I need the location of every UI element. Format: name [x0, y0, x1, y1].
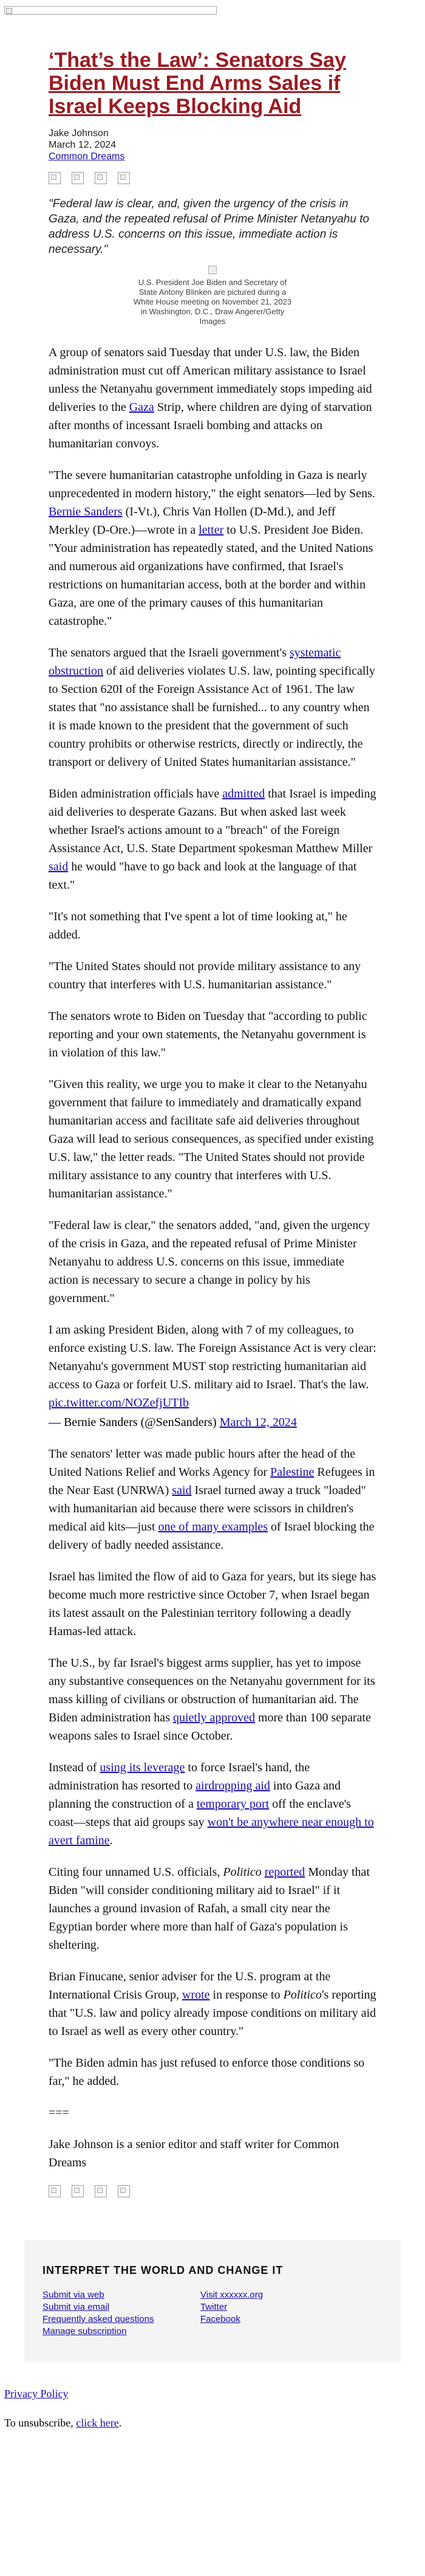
tweet-pic-link[interactable]: pic.twitter.com/NOZefjUTIb	[49, 1396, 189, 1410]
link-admitted[interactable]: admitted	[222, 787, 265, 801]
paragraph-4: Biden administration officials have admitted that Israel is impeding aid deliveries to desperate Gazans. But when asked last week whether Israel's actions amount to a "breach" of the Foreign Assistance Act, U.S. State Department spokesman Matthew Miller said he would "have to go back and look at the language of that text."	[49, 787, 376, 892]
newsletter-footer	[24, 2240, 401, 2362]
print-icon[interactable]	[118, 172, 130, 184]
link-palestine[interactable]: Palestine	[270, 1465, 314, 1479]
image-placeholder-icon	[4, 6, 217, 15]
paragraph-3: The senators argued that the Israeli government's systematic obstruction of aid deliveries violates U.S. law, pointing specifically to Section 620I of the Foreign Assistance Act of 1961. The law states that "no assistance shall be furnished... to any country when it is made known to the president that the government of such country prohibits or otherwise restricts, directly or indirectly, the transport or delivery of United States humanitarian assistance."	[49, 646, 376, 769]
footer-right-links	[200, 2289, 358, 2338]
paragraph-15: Brian Finucane, senior adviser for the U.S. program at the International Crisis Group, wrote in response to Politico's reporting that "U.S. law and policy already impose conditions on military aid to Israel as well as every other country."	[49, 1970, 376, 2038]
link-said[interactable]: said	[49, 860, 69, 873]
privacy-policy-link[interactable]: Privacy Policy	[4, 2388, 69, 2400]
byline	[49, 128, 376, 162]
embedded-tweet	[49, 1321, 376, 1431]
bottom-legal	[0, 2362, 425, 2430]
footer-heading: INTERPRET THE WORLD AND CHANGE IT	[42, 2264, 284, 2276]
link-airdropping-aid[interactable]: airdropping aid	[195, 1779, 270, 1793]
lede-quote: "Federal law is clear, and, given the urgency of the crisis in Gaza, and the repeated refusal of Prime Minister Netanyahu to address U.S. concerns on this issue, immediate action is necessary."	[49, 198, 370, 256]
article-card	[24, 18, 401, 2216]
faq-link[interactable]: Frequently asked questions	[42, 2314, 154, 2324]
link-one-of-many-examples[interactable]: one of many examples	[158, 1520, 268, 1534]
link-temporary-port[interactable]: temporary port	[196, 1797, 270, 1811]
paragraph-5: "It's not something that I've spent a lot of time looking at," he added.	[49, 910, 347, 942]
author-bio: Jake Johnson is a senior editor and staff writer for Common Dreams	[49, 2138, 339, 2169]
paragraph-9: "Federal law is clear," the senators added, "and, given the urgency of the crisis in Gaza, and the repeated refusal of Prime Minister Netanyahu to address U.S. concerns on this issue, immediate action is necessary to secure a change in policy by his government."	[49, 1219, 370, 1305]
facebook-link[interactable]: Facebook	[200, 2314, 240, 2324]
photo-placeholder-icon	[208, 266, 217, 274]
link-avert-famine[interactable]: won't be anywhere near enough to avert famine	[49, 1816, 374, 1847]
link-bernie-sanders[interactable]: Bernie Sanders	[49, 505, 123, 518]
link-using-its-leverage[interactable]: using its leverage	[100, 1761, 185, 1774]
print-icon[interactable]	[118, 2185, 130, 2197]
twitter-link[interactable]: Twitter	[200, 2302, 228, 2312]
paragraph-8: "Given this reality, we urge you to make it clear to the Netanyahu government that failure to immediately and dramatically expand humanitarian access and facilitate safe aid deliveries throughout Gaza will lead to serious consequences, as specified under existing U.S. law," the letter reads. "The United States should not provide military assistance to any country that interferes with U.S. humanitarian assistance."	[49, 1078, 374, 1200]
paragraph-6: "The United States should not provide military assistance to any country that interferes with U.S. humanitarian assistance."	[49, 960, 361, 991]
paragraph-7: The senators wrote to Biden on Tuesday that "according to public reporting and your own statements, the Netanyahu government is in violation of this law."	[49, 1010, 367, 1059]
link-letter[interactable]: letter	[199, 523, 224, 537]
share-icons-bottom	[49, 2185, 376, 2197]
link-wrote[interactable]: wrote	[182, 1988, 210, 2002]
submit-email-link[interactable]: Submit via email	[42, 2302, 110, 2312]
tweet-text: I am asking President Biden, along with 7 of my colleagues, to enforce existing U.S. law. The Foreign Assistance Act is very clear: Netanyahu's government MUST stop restricting humanitarian aid access to Gaza or forfeit U.S. military aid to Israel. That's the law. pic.twitter.com/NOZefjUTIb	[49, 1323, 376, 1410]
unsubscribe-line: To unsubscribe, click here.	[4, 2417, 122, 2429]
paragraph-2: "The severe humanitarian catastrophe unfolding in Gaza is nearly unprecedented in modern history," the eight senators—led by Sens. Bernie Sanders (I-Vt.), Chris Van Hollen (D-Md.), and Jeff Merkley (D-Ore.)—wrote in a letter to U.S. President Joe Biden. "Your administration has repeatedly stated, and the United Nations and numerous aid organizations have confirmed, that Israel's restrictions on humanitarian access, both at the border and within Gaza, are one of the primary causes of this humanitarian catastrophe."	[49, 469, 375, 628]
header-bar	[0, 0, 425, 18]
paragraph-10: The senators' letter was made public hours after the head of the United Nations Relief and Works Agency for Palestine Refugees in the Near East (UNRWA) said Israel turned away a truck "loaded" with humanitarian aid because there were scissors in children's medical aid kits—just one of many examples of Israel blocking the delivery of badly needed assistance.	[49, 1447, 375, 1552]
tweet-signature: — Bernie Sanders (@SenSanders) March 12, 2024	[49, 1416, 297, 1429]
link-reported[interactable]: reported	[264, 1865, 305, 1879]
author-name: Jake Johnson	[49, 128, 109, 139]
manage-subscription-link[interactable]: Manage subscription	[42, 2326, 127, 2337]
tweet-date-link[interactable]: March 12, 2024	[219, 1416, 297, 1429]
twitter-icon[interactable]	[72, 2185, 84, 2197]
link-quietly-approved[interactable]: quietly approved	[172, 1711, 255, 1724]
share-icons-top	[49, 172, 376, 184]
link-systematic-obstruction[interactable]: systematic obstruction	[49, 646, 341, 678]
link-gaza[interactable]: Gaza	[129, 401, 154, 414]
caption-text: U.S. President Joe Biden and Secretary of State Antony Blinken are pictured during a White House meeting on November 21, 2023 in Washington, D.C., Draw Angerer/Getty Images	[133, 278, 292, 326]
paragraph-12: The U.S., by far Israel's biggest arms supplier, has yet to impose any substantive consequences on the Netanyahu government for its mass killing of civilians or obstruction of humanitarian aid. The Biden administration has quietly approved more than 100 separate weapons sales to Israel since October.	[49, 1656, 375, 1743]
photo-caption	[131, 266, 294, 326]
unsubscribe-link[interactable]: click here	[76, 2417, 119, 2429]
publish-date: March 12, 2024	[49, 140, 117, 150]
paragraph-11: Israel has limited the flow of aid to Gaza for years, but its siege has become much more restrictive since October 7, when Israel began its latest assault on the Palestinian territory following a deadly Hamas-led attack.	[49, 1570, 376, 1638]
section-divider: ===	[49, 2106, 69, 2120]
visit-site-link[interactable]: Visit xxxxxx.org	[200, 2290, 264, 2300]
article-title[interactable]: ‘That’s the Law’: Senators Say Biden Must End Arms Sales if Israel Keeps Blocking Aid	[49, 49, 346, 118]
footer-links	[42, 2289, 382, 2338]
paragraph-14: Citing four unnamed U.S. officials, Politico reported Monday that Biden "will consider conditioning military aid to Israel" if it launches a ground invasion of Rafah, a small city near the Egyptian border where more than half of Gaza's population is sheltering.	[49, 1865, 370, 1952]
link-unrwa-said[interactable]: said	[172, 1484, 192, 1497]
email-icon[interactable]	[95, 2185, 107, 2197]
email-icon[interactable]	[95, 172, 107, 184]
twitter-icon[interactable]	[72, 172, 84, 184]
source-link[interactable]: Common Dreams	[49, 151, 125, 162]
footer-left-links	[42, 2289, 200, 2338]
facebook-icon[interactable]	[49, 2185, 61, 2197]
submit-web-link[interactable]: Submit via web	[42, 2290, 104, 2300]
paragraph-16: "The Biden admin has just refused to enforce those conditions so far," he added.	[49, 2056, 365, 2088]
facebook-icon[interactable]	[49, 172, 61, 184]
paragraph-1: A group of senators said Tuesday that under U.S. law, the Biden administration must cut off American military assistance to Israel unless the Netanyahu government immediately stops impeding aid deliveries to the Gaza Strip, where children are dying of starvation after months of incessant Israeli bombing and attacks on humanitarian convoys.	[49, 346, 372, 450]
paragraph-13: Instead of using its leverage to force Israel's hand, the administration has resorted to airdropping aid into Gaza and planning the construction of a temporary port off the enclave's coast—steps that aid groups say won't be anywhere near enough to avert famine.	[49, 1761, 374, 1847]
